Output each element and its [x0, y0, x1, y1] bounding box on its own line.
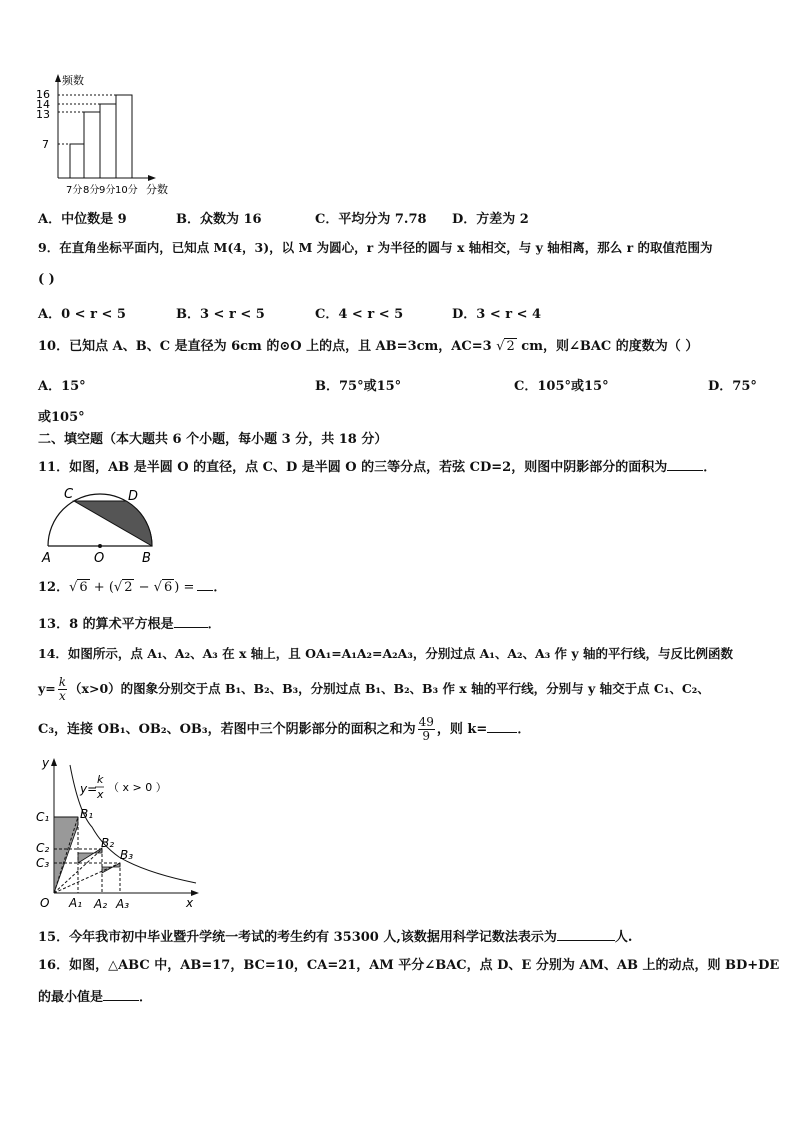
q9-stem: 9．在直角坐标平面内，已知点 M(4，3)，以 M 为圆心，r 为半径的圆与 x 轴相交，与 y 轴相离，那么 r 的取值范围为 — [38, 240, 713, 255]
q9-option-c: C．4 < r < 5 — [315, 307, 404, 322]
q16-line-1: 16．如图，△ABC 中，AB=17，BC=10，CA=21，AM 平分∠BAC，点 D、E 分别为 AM、AB 上的动点，则 BD+DE — [38, 958, 780, 973]
q11-shaded-region — [74, 501, 152, 546]
q13-end: ． — [207, 617, 221, 632]
q14-hyperbola-figure — [34, 755, 204, 915]
q13-answer-blank[interactable] — [174, 615, 208, 628]
q14-curve-label-y: y= — [80, 782, 98, 796]
q14-frac-den: 9 — [422, 729, 431, 743]
q16-line-2 — [38, 988, 152, 1006]
q14-label-x: x — [186, 896, 194, 910]
histogram-figure — [30, 70, 190, 200]
q10-stem — [38, 339, 698, 355]
q14-label-c3: C₃ — [36, 856, 50, 870]
q9-paren: ( ) — [38, 272, 55, 287]
q12-sqrt-3: √ 6 — [153, 580, 173, 595]
q12-sqrt-1-radicand: 6 — [79, 580, 88, 595]
histogram-ytick-14: 14 — [36, 98, 50, 111]
q9-option-b: B．3 < r < 5 — [176, 307, 265, 322]
q13-stem — [38, 615, 221, 633]
q14-frac-num: 49 — [418, 715, 434, 729]
histogram-bar-9 — [100, 104, 116, 178]
q11-end: ． — [703, 460, 717, 475]
q14-line-1: 14．如图所示，点 A₁、A₂、A₃ 在 x 轴上，且 OA₁=A₁A₂=A₂A₃，分别过点 A₁、A₂、A₃ 作 y 轴的平行线，与反比例函数 — [38, 646, 734, 661]
q14-label-c1: C₁ — [36, 810, 50, 824]
q10-option-a: A．15° — [38, 379, 86, 394]
q12-sqrt-1: √ 6 — [69, 580, 88, 595]
q14-label-b3: B₃ — [120, 848, 134, 862]
q14-line-3-b: ，则 k= — [436, 722, 488, 737]
q9-option-d: D．3 < r < 4 — [452, 307, 542, 322]
q14-label-y: y — [42, 756, 50, 770]
q13-stem-text: 13．8 的算术平方根是 — [38, 617, 174, 632]
q15-answer-blank[interactable] — [557, 928, 615, 941]
histogram-xlabel: 分数 — [146, 183, 168, 196]
q11-label-o: O — [94, 551, 105, 566]
q12-sqrt-2: √ 2 — [113, 580, 133, 595]
q14-label-c2: C₂ — [36, 841, 50, 855]
q8-option-a: A．中位数是 9 — [38, 212, 127, 227]
q11-label-c: C — [64, 487, 74, 502]
q14-label-a1: A₁ — [69, 896, 83, 910]
q14-line-3 — [38, 712, 530, 748]
q8-option-c: C．平均分为 7.78 — [315, 212, 427, 227]
histogram-xtick-10: 10分 — [115, 185, 138, 196]
q14-label-b1: B₁ — [80, 807, 94, 821]
q14-shaded-3 — [102, 863, 120, 873]
q14-line-2-rest: （x>0）的图象分别交于点 B₁、B₂、B₃，分别过点 B₁、B₂、B₃ 作 x 轴的平行线，分别与 y 轴交于点 C₁、C₂、 — [69, 681, 710, 696]
q11-semicircle-figure — [38, 486, 168, 566]
q11-label-b: B — [142, 551, 151, 566]
histogram-xtick-7: 7分 — [66, 185, 83, 196]
q11-label-d: D — [128, 489, 139, 504]
q14-label-a2: A₂ — [94, 897, 108, 911]
q14-end: ． — [517, 722, 531, 737]
section-2-heading: 二、填空题（本大题共 6 个小题，每小题 3 分，共 18 分） — [38, 432, 388, 447]
histogram-ytick-13: 13 — [36, 108, 50, 121]
q14-label-b2: B₂ — [101, 836, 115, 850]
q14-frac-x: x — [59, 689, 66, 703]
q10-stem-a: 10．已知点 A、B、C 是直径为 6cm 的⊙O 上的点，且 AB=3cm，AC=3 — [38, 339, 492, 354]
histogram-bar-8 — [84, 112, 100, 178]
q16-answer-blank[interactable] — [103, 988, 139, 1001]
histogram-ylabel: 频数 — [62, 74, 84, 87]
q16-end: ． — [139, 990, 153, 1005]
q11-center-point — [98, 544, 102, 548]
q12-sqrt-2-radicand: 2 — [124, 580, 133, 595]
q14-k-over-x — [58, 676, 67, 703]
histogram-ytick-7: 7 — [42, 138, 49, 151]
q16-line-2-text: 的最小值是 — [38, 990, 104, 1005]
q14-label-a3: A₃ — [116, 897, 130, 911]
q14-y-eq: y= — [38, 681, 56, 696]
q14-frac-k: k — [58, 675, 67, 689]
q12-plus: + ( — [89, 580, 114, 595]
q12-minus: − — [134, 580, 154, 595]
q9-option-a: A．0 < r < 5 — [38, 307, 126, 322]
q14-line-2 — [38, 672, 710, 706]
q10-option-c: C．105°或15° — [514, 379, 609, 394]
q10-option-d: D．75° — [708, 379, 757, 394]
histogram-xtick-9: 9分 — [99, 185, 116, 196]
q12-sqrt-3-radicand: 6 — [163, 580, 173, 595]
q14-curve-label-x: x — [97, 788, 104, 801]
q12-num: 12． — [38, 580, 70, 595]
q14-answer-blank[interactable] — [487, 720, 517, 733]
q11-stem-text: 11．如图，AB 是半圆 O 的直径，点 C、D 是半圆 O 的三等分点，若弦 CD=2，则图中阴影部分的面积为 — [38, 460, 668, 475]
q8-option-b: B．众数为 16 — [176, 212, 262, 227]
q14-shaded-2 — [78, 848, 102, 863]
q11-answer-blank[interactable] — [667, 458, 703, 471]
q8-option-d: D．方差为 2 — [452, 212, 529, 227]
q11-stem — [38, 458, 716, 476]
q14-line-3-a: C₃，连接 OB₁、OB₂、OB₃，若图中三个阴影部分的面积之和为 — [38, 722, 416, 737]
q10-option-d-cont: 或105° — [38, 410, 85, 425]
q12-end: ． — [213, 580, 227, 595]
q14-curve-label-k: k — [97, 773, 104, 786]
q15-end: 人. — [614, 930, 633, 945]
q12-stem — [38, 578, 226, 596]
q10-stem-b: cm，则∠BAC 的度数为（ ） — [521, 339, 699, 354]
q12-close: ) = — [174, 580, 195, 595]
q15-stem-text: 15．今年我市初中毕业暨升学统一考试的考生约有 35300 人,该数据用科学记数法表示为 — [38, 930, 557, 945]
q12-answer-blank[interactable] — [197, 578, 213, 591]
q10-sqrt: √ 2 — [496, 339, 515, 354]
q14-label-o: O — [40, 896, 50, 910]
q14-curve-condition: （ x > 0 ） — [108, 781, 167, 794]
q14-fraction-49-9 — [418, 716, 435, 743]
histogram-bar-10 — [116, 95, 132, 178]
q11-label-a: A — [42, 551, 51, 566]
q10-option-b: B．75°或15° — [315, 379, 402, 394]
histogram-ytick-16: 16 — [36, 88, 50, 101]
q15-stem — [38, 928, 632, 946]
histogram-bar-7 — [70, 144, 84, 178]
q10-sqrt-radicand: 2 — [506, 339, 515, 354]
histogram-xtick-8: 8分 — [83, 185, 100, 196]
